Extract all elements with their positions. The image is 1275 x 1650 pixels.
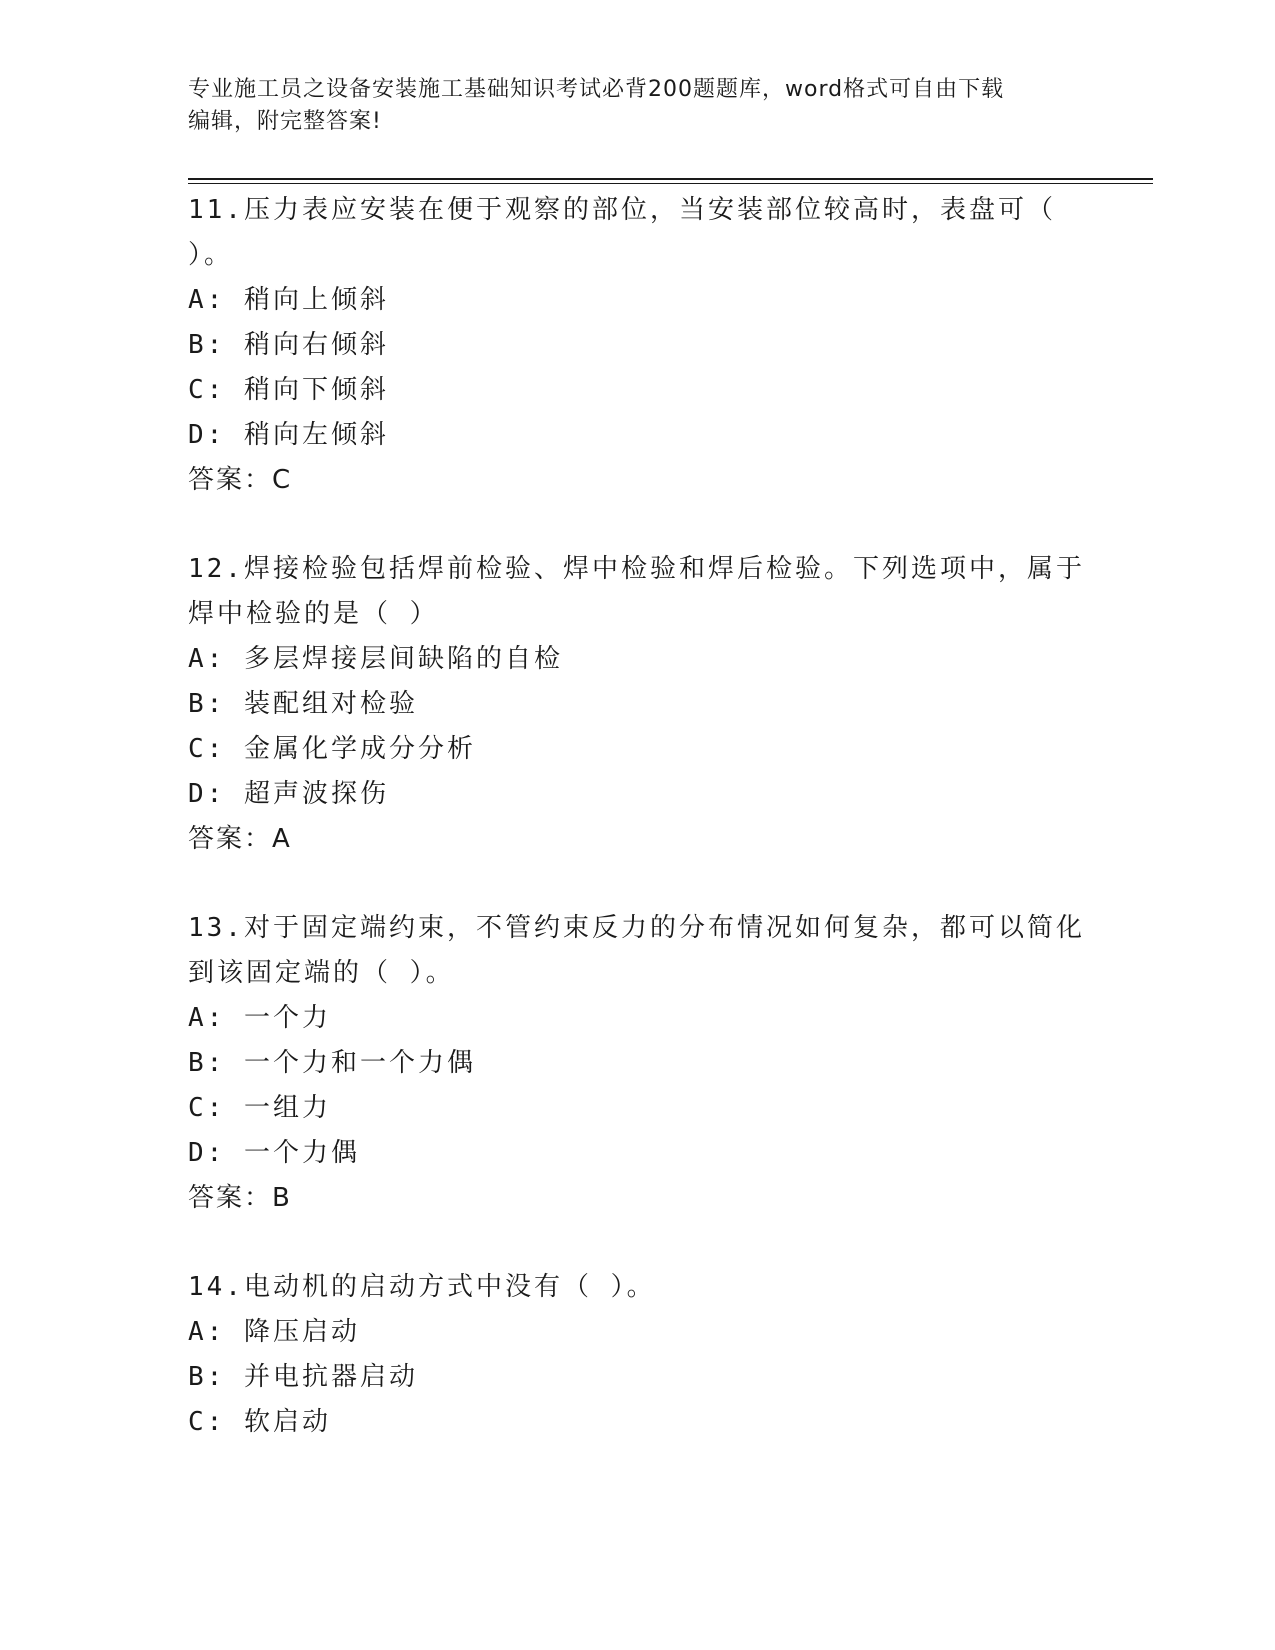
question-list [188,188,1088,1489]
question-stem-line: 到该固定端的（ ）。 [188,958,455,988]
question-14 [188,1265,1088,1445]
answer: 答案：B [188,1183,292,1213]
document-header [188,74,1088,138]
option-b: B: 稍向右倾斜 [188,330,389,360]
option-a: A: 多层焊接层间缺陷的自检 [188,644,563,674]
question-stem-line: ）。 [188,240,234,270]
question-12 [188,547,1088,862]
header-rule-thin [188,183,1153,184]
option-a: A: 降压启动 [188,1317,360,1347]
question-stem-line: 11.压力表应安装在便于观察的部位，当安装部位较高时，表盘可（ [188,195,1056,225]
option-b: B: 并电抗器启动 [188,1362,418,1392]
option-c: C: 软启动 [188,1407,331,1437]
option-a: A: 一个力 [188,1003,331,1033]
header-line-2: 编辑，附完整答案! [188,109,382,134]
option-d: D: 超声波探伤 [188,779,389,809]
option-c: C: 一组力 [188,1093,331,1123]
option-d: D: 一个力偶 [188,1138,360,1168]
option-c: C: 金属化学成分分析 [188,734,476,764]
option-a: A: 稍向上倾斜 [188,285,389,315]
header-line-1: 专业施工员之设备安装施工基础知识考试必背200题题库，word格式可自由下载 [188,77,1005,102]
option-d: D: 稍向左倾斜 [188,420,389,450]
question-11 [188,188,1088,503]
question-stem-line: 14.电动机的启动方式中没有（ ）。 [188,1272,656,1302]
question-13 [188,906,1088,1221]
header-rule-thick [188,178,1153,180]
option-b: B: 装配组对检验 [188,689,418,719]
answer: 答案：C [188,465,293,495]
question-stem-line: 12.焊接检验包括焊前检验、焊中检验和焊后检验。下列选项中，属于 [188,554,1085,584]
option-b: B: 一个力和一个力偶 [188,1048,476,1078]
answer: 答案：A [188,824,292,854]
question-stem-line: 13.对于固定端约束，不管约束反力的分布情况如何复杂，都可以简化 [188,913,1085,943]
option-c: C: 稍向下倾斜 [188,375,389,405]
question-stem-line: 焊中检验的是（ ） [188,599,439,629]
